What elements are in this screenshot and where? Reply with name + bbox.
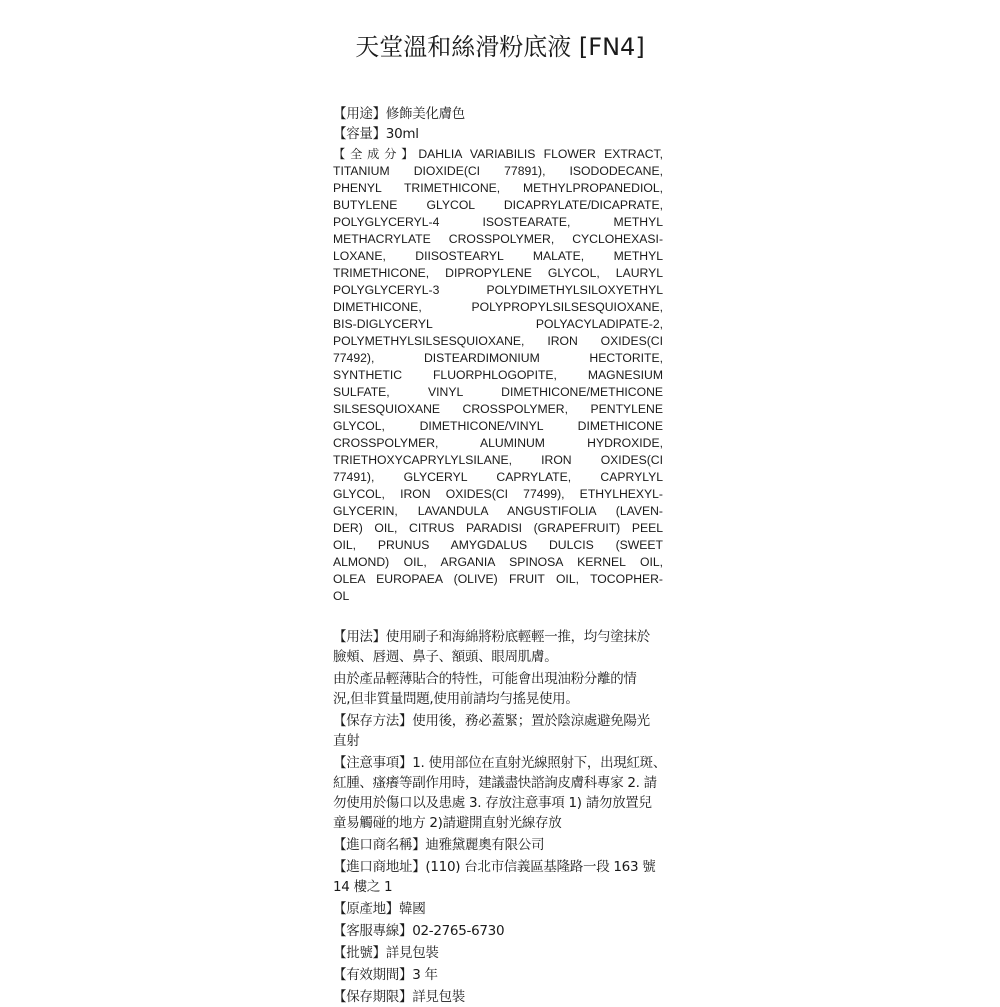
- ingredient-line: 77491), GLYCERYL CAPRYLATE, CAPRYLYL: [333, 470, 663, 484]
- importer-address: 14 樓之 1: [333, 879, 393, 895]
- ingredient-line: SILSESQUIOXANE CROSSPOLYMER, PENTYLENE: [333, 402, 663, 416]
- origin: 【原產地】韓國: [333, 901, 426, 917]
- directions-line: 臉頰、唇週、鼻子、額頭、眼周肌膚。: [333, 649, 558, 665]
- ingredients: [333, 146, 663, 605]
- caution-line: 勿使用於傷口以及患處 3. 存放注意事項 1) 請勿放置兒: [333, 795, 652, 811]
- ingredient-line: SYNTHETIC FLUORPHLOGOPITE, MAGNESIUM: [333, 368, 663, 382]
- caution-line: 童易觸碰的地方 2)請避開直射光線存放: [333, 815, 562, 831]
- ingredient-line: ALMOND) OIL, ARGANIA SPINOSA KERNEL OIL,: [333, 555, 663, 569]
- batch: 【批號】詳見包裝: [333, 945, 439, 961]
- ingredient-line: PHENYL TRIMETHICONE, METHYLPROPANEDIOL,: [333, 181, 663, 195]
- ingredient-line: DIMETHICONE, POLYPROPYLSILSESQUIOXANE,: [333, 300, 663, 314]
- hotline: 【客服專線】02-2765-6730: [333, 923, 505, 939]
- ingredient-line: POLYGLYCERYL-3 POLYDIMETHYLSILOXYETHYL: [333, 283, 663, 297]
- importer-name: 【進口商名稱】迪雅黛麗奧有限公司: [333, 837, 545, 853]
- usage: 【用途】修飾美化膚色: [333, 106, 465, 122]
- ingredient-line: METHACRYLATE CROSSPOLYMER, CYCLOHEXASI-: [333, 232, 663, 246]
- directions-line: 【用法】使用刷子和海綿將粉底輕輕一推，均勻塗抹於: [333, 629, 650, 645]
- note-line: 況,但非質量問題,使用前請均勻搖晃使用。: [333, 691, 579, 707]
- ingredient-line: OL: [333, 589, 350, 603]
- validity: 【有效期間】3 年: [333, 967, 438, 983]
- ingredient-line: OIL, PRUNUS AMYGDALUS DULCIS (SWEET: [333, 538, 663, 552]
- storage-line: 【保存方法】使用後，務必蓋緊；置於陰涼處避免陽光: [333, 713, 650, 729]
- ingredient-line: BUTYLENE GLYCOL DICAPRYLATE/DICAPRATE,: [333, 198, 663, 212]
- ingredient-line: GLYCERIN, LAVANDULA ANGUSTIFOLIA (LAVEN-: [333, 504, 663, 518]
- product-title: 天堂溫和絲滑粉底液 [FN4]: [355, 33, 645, 61]
- ingredient-line: GLYCOL, IRON OXIDES(CI 77499), ETHYLHEXYL-: [333, 487, 663, 501]
- ingredient-line: DER) OIL, CITRUS PARADISI (GRAPEFRUIT) PEEL: [333, 521, 663, 535]
- ingredient-line: BIS-DIGLYCERYL POLYACYLADIPATE-2,: [333, 317, 663, 331]
- note-line: 由於產品輕薄貼合的特性，可能會出現油粉分離的情: [333, 671, 637, 687]
- ingredient-line: 【全成分】DAHLIA VARIABILIS FLOWER EXTRACT,: [333, 147, 663, 161]
- ingredient-line: SULFATE, VINYL DIMETHICONE/METHICONE: [333, 385, 663, 399]
- instructions: [333, 627, 667, 1007]
- ingredient-line: POLYMETHYLSILSESQUIOXANE, IRON OXIDES(CI: [333, 334, 663, 348]
- ingredient-line: TITANIUM DIOXIDE(CI 77891), ISODODECANE,: [333, 164, 663, 178]
- ingredient-line: GLYCOL, DIMETHICONE/VINYL DIMETHICONE: [333, 419, 663, 433]
- ingredient-line: TRIETHOXYCAPRYLYLSILANE, IRON OXIDES(CI: [333, 453, 663, 467]
- ingredient-line: 77492), DISTEARDIMONIUM HECTORITE,: [333, 351, 663, 365]
- volume: 【容量】30ml: [333, 126, 419, 142]
- ingredient-line: LOXANE, DIISOSTEARYL MALATE, METHYL: [333, 249, 663, 263]
- ingredient-line: TRIMETHICONE, DIPROPYLENE GLYCOL, LAURYL: [333, 266, 663, 280]
- ingredient-line: CROSSPOLYMER, ALUMINUM HYDROXIDE,: [333, 436, 663, 450]
- caution-line: 【注意事項】1. 使用部位在直射光線照射下，出現紅斑、: [333, 755, 667, 771]
- label-info: [333, 104, 663, 605]
- caution-line: 紅腫、瘙癢等副作用時，建議盡快諮詢皮膚科專家 2. 請: [333, 775, 657, 791]
- ingredient-line: POLYGLYCERYL-4 ISOSTEARATE, METHYL: [333, 215, 663, 229]
- storage-line: 直射: [333, 733, 360, 749]
- ingredient-line: OLEA EUROPAEA (OLIVE) FRUIT OIL, TOCOPHER-: [333, 572, 663, 586]
- importer-address: 【進口商地址】(110) 台北市信義區基隆路一段 163 號: [333, 859, 656, 875]
- shelf-life: 【保存期限】詳見包裝: [333, 989, 465, 1005]
